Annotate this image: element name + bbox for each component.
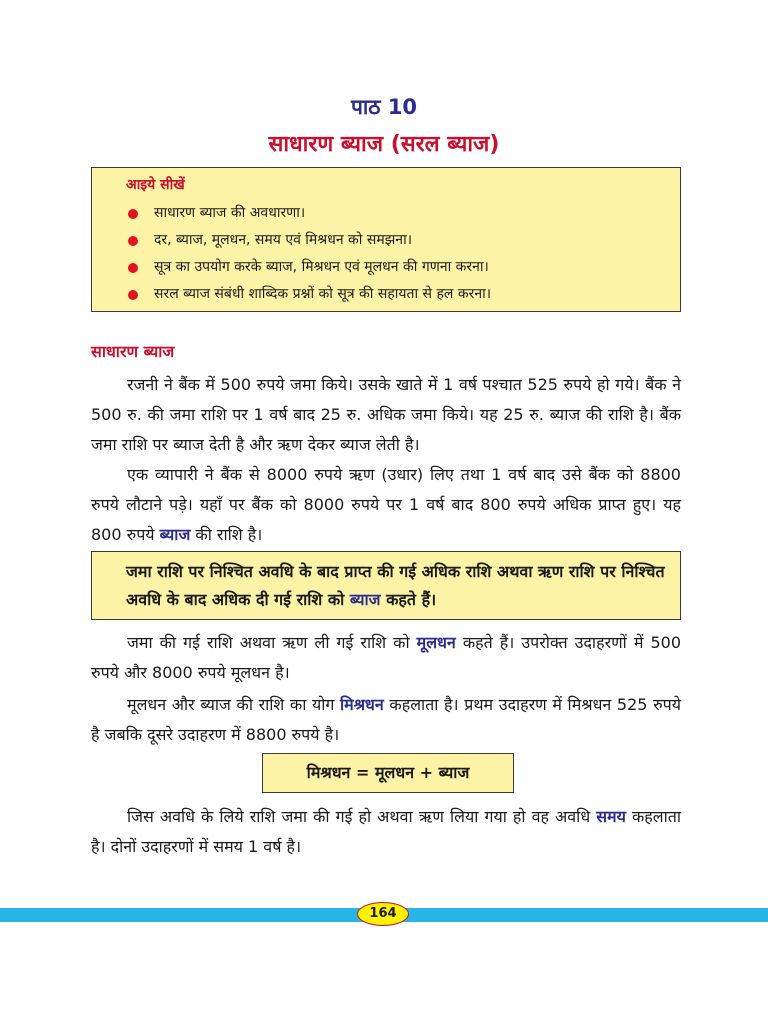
objective-item [126, 281, 680, 308]
paragraph-text: कहते हैं। उपरोक्त उदाहरणों में 500 रुपये और 8000 रुपये मूलधन है। [91, 633, 682, 682]
objective-text: सरल ब्याज संबंधी शाब्दिक प्रश्नों को सूत्र की सहायता से हल करना। [154, 286, 492, 302]
term-principal: मूलधन [416, 633, 456, 652]
bullet-icon [128, 290, 138, 300]
learning-objectives-list [126, 200, 680, 308]
bullet-icon [128, 236, 138, 246]
paragraph-text: एक व्यापारी ने बैंक से 8000 रुपये ऋण (उधार) लिए तथा 1 वर्ष बाद उसे बैंक को 8800 रुपये लौटाने पड़े। यहाँ पर बैंक को 8000 रुपये पर 1 वर्ष बाद 800 रुपये अधिक प्राप्त हुए। यह 800 रुपये [91, 465, 681, 544]
term-amount: मिश्रधन [340, 695, 384, 714]
paragraph-text: जिस अवधि के लिये राशि जमा की गई हो अथवा ऋण लिया गया हो वह अवधि [127, 807, 591, 826]
objective-text: साधारण ब्याज की अवधारणा। [154, 205, 306, 221]
paragraph-text: मूलधन और ब्याज की राशि का योग [127, 695, 335, 714]
bullet-icon [128, 209, 138, 219]
formula-box: मिश्रधन = मूलधन + ब्याज [262, 753, 514, 793]
paragraph-text: की राशि है। [195, 525, 263, 544]
lesson-number: पाठ 10 [350, 95, 418, 119]
definition-text: कहते हैं। [386, 590, 437, 609]
paragraph-principal [91, 628, 681, 688]
paragraph-loan-example [91, 460, 681, 550]
page-number: 164 [357, 902, 409, 926]
term-interest: ब्याज [349, 590, 381, 609]
paragraph-text: जमा की गई राशि अथवा ऋण ली गई राशि को [127, 633, 410, 652]
learning-objectives-box [91, 167, 681, 312]
paragraph-amount [91, 690, 681, 750]
paragraph-text: कहलाता है। दोनों उदाहरणों में समय 1 वर्ष है। [91, 807, 681, 856]
learning-objectives-heading: आइये सीखें [126, 177, 185, 193]
paragraph-text: कहलाता है। प्रथम उदाहरण में मिश्रधन 525 रुपये है जबकि दूसरे उदाहरण में 8800 रुपये है। [91, 695, 682, 744]
objective-text: दर, ब्याज, मूलधन, समय एवं मिश्रधन को समझना। [154, 232, 413, 248]
bullet-icon [128, 263, 138, 273]
objective-item [126, 227, 680, 254]
definition-box [91, 551, 681, 620]
term-interest: ब्याज [159, 525, 191, 544]
objective-item [126, 254, 680, 281]
objective-item [126, 200, 680, 227]
term-time: समय [596, 807, 626, 826]
paragraph-time [91, 802, 681, 862]
definition-text: जमा राशि पर निश्चित अवधि के बाद प्राप्त की गई अधिक राशि अथवा ऋण राशि पर निश्चित अवधि के बाद अधिक दी गई राशि को [126, 562, 665, 609]
lesson-title: साधारण ब्याज (सरल ब्याज) [268, 132, 500, 157]
objective-text: सूत्र का उपयोग करके ब्याज, मिश्रधन एवं मूलधन की गणना करना। [154, 259, 489, 275]
paragraph-deposit-example: रजनी ने बैंक में 500 रुपये जमा किये। उसके खाते में 1 वर्ष पश्चात 525 रुपये हो गये। बैंक ने 500 रु. की जमा राशि पर 1 वर्ष बाद 25 रु. अधिक जमा किये। यह 25 रु. ब्याज की राशि है। बैंक जमा राशि पर ब्याज देती है और ऋण देकर ब्याज लेती है। [91, 375, 681, 454]
section-heading: साधारण ब्याज [91, 342, 175, 361]
